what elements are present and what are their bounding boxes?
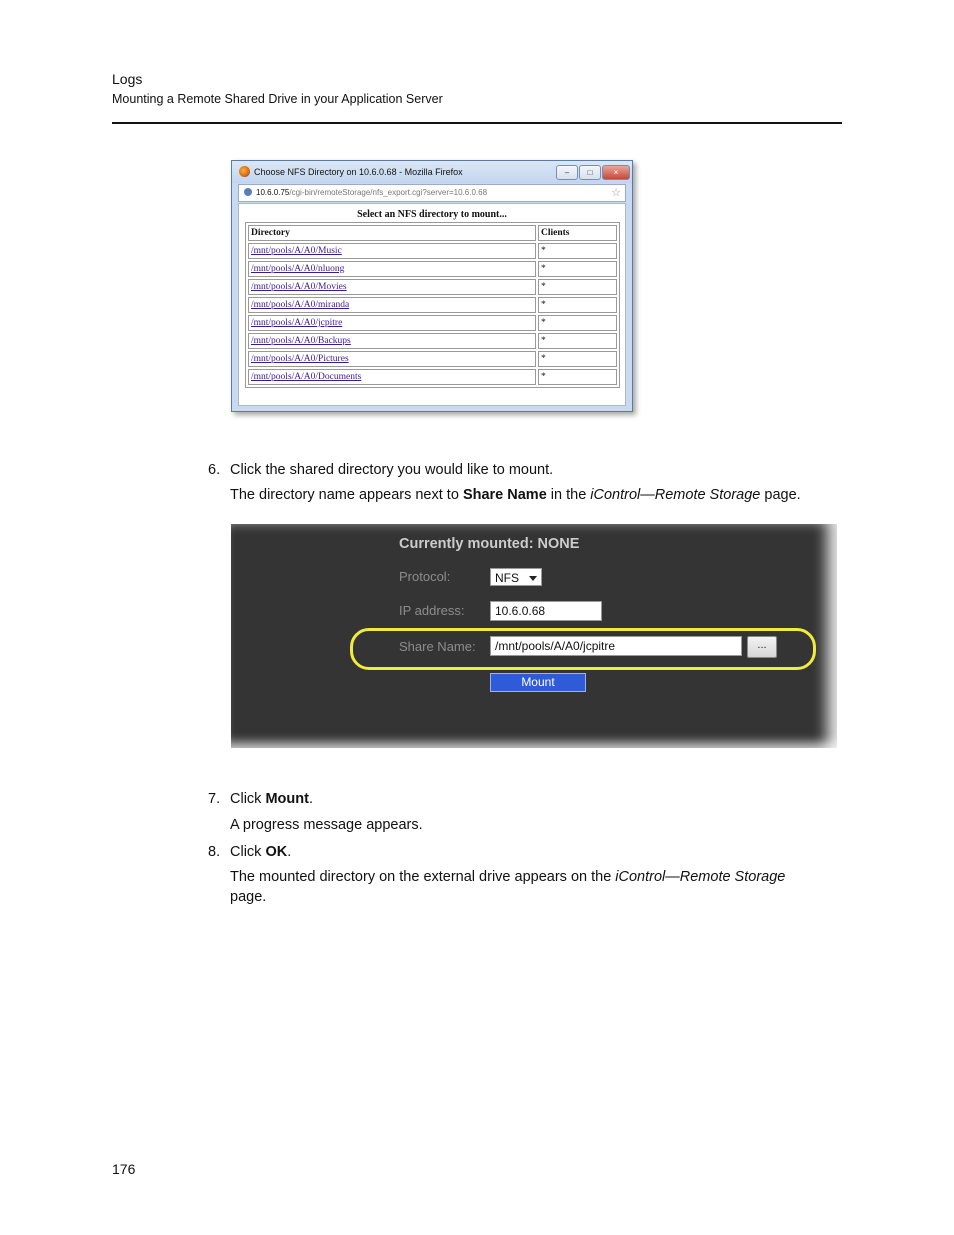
directory-link[interactable]: /mnt/pools/A/A0/Movies [251,282,347,292]
clients-cell: * [538,297,617,313]
directory-link[interactable]: /mnt/pools/A/A0/nluong [251,264,345,274]
directory-link[interactable]: /mnt/pools/A/A0/Pictures [251,354,349,364]
table-row [248,261,617,277]
chevron-down-icon [529,576,537,581]
icontrol-page-ref: iControl—Remote Storage [590,487,761,503]
clients-cell: * [538,351,617,367]
step-7-text: Click Mount. [230,791,313,807]
protocol-select[interactable]: NFS [490,568,542,586]
mount-button[interactable]: Mount [490,673,586,692]
table-row [248,333,617,349]
table-header-row [248,225,617,241]
ip-address-label: IP address: [399,603,465,618]
table-row [248,315,617,331]
url-path: /cgi-bin/remoteStorage/nfs_export.cgi?server=10.6.0.68 [289,188,488,197]
dialog-heading: Select an NFS directory to mount... [357,209,507,220]
clients-cell: * [538,243,617,259]
table-row [248,243,617,259]
share-name-term: Share Name [462,487,547,503]
directory-link[interactable]: /mnt/pools/A/A0/jcpitre [251,318,343,328]
step-8-text: Click OK. [230,844,292,860]
icontrol-remote-storage-screenshot [231,524,837,748]
share-name-label: Share Name: [399,639,476,654]
directory-link[interactable]: /mnt/pools/A/A0/miranda [251,300,350,310]
clients-cell: * [538,279,617,295]
step-6-number: 6. [208,462,221,478]
step-7-number: 7. [208,791,221,807]
firefox-window-title: Choose NFS Directory on 10.6.0.68 - Mozilla Firefox [254,167,463,177]
clients-cell: * [538,333,617,349]
firefox-dialog-screenshot [231,160,633,412]
column-header-directory: Directory [248,225,536,241]
table-row [248,279,617,295]
directory-link[interactable]: /mnt/pools/A/A0/Music [251,246,342,256]
table-row [248,369,617,385]
url-domain: 10.6.0.75 [256,188,290,197]
directory-link[interactable]: /mnt/pools/A/A0/Documents [251,372,362,382]
nfs-directory-table [245,222,620,388]
header-subtitle: Mounting a Remote Shared Drive in your Application Server [112,92,443,106]
dialog-content [238,203,626,406]
header-rule [112,122,842,124]
page-number: 176 [112,1161,136,1177]
step-6-paragraph: The directory name appears next to Share Name in the iControl—Remote Storage page. [230,487,801,503]
clients-cell: * [538,261,617,277]
table-row [248,297,617,313]
protocol-label: Protocol: [399,569,451,584]
close-icon[interactable]: × [602,165,630,180]
bookmark-star-icon[interactable]: ☆ [611,187,621,199]
clients-cell: * [538,315,617,331]
globe-icon [244,188,252,196]
maximize-icon[interactable]: □ [579,165,601,180]
ok-term: OK [265,844,288,860]
ip-address-input[interactable]: 10.6.0.68 [490,601,602,621]
column-header-clients: Clients [538,225,617,241]
mount-term: Mount [265,791,309,807]
clients-cell: * [538,369,617,385]
minimize-icon[interactable]: – [556,165,578,180]
address-bar[interactable] [238,184,626,202]
table-row [248,351,617,367]
firefox-titlebar [232,161,632,183]
step-8-number: 8. [208,844,221,860]
step-7-paragraph: A progress message appears. [230,817,423,833]
currently-mounted-status: Currently mounted: NONE [399,536,580,552]
directory-link[interactable]: /mnt/pools/A/A0/Backups [251,336,351,346]
firefox-icon [239,166,250,177]
icontrol-page-ref: iControl—Remote Storage [615,869,786,885]
header-section: Logs [112,71,143,87]
step-8-paragraph: The mounted directory on the external drive appears on the iControl—Remote Storage page. [230,869,786,905]
browse-button[interactable]: ... [747,636,777,658]
step-6-text: Click the shared directory you would like to mount. [230,462,554,478]
share-name-input[interactable]: /mnt/pools/A/A0/jcpitre [490,636,742,656]
